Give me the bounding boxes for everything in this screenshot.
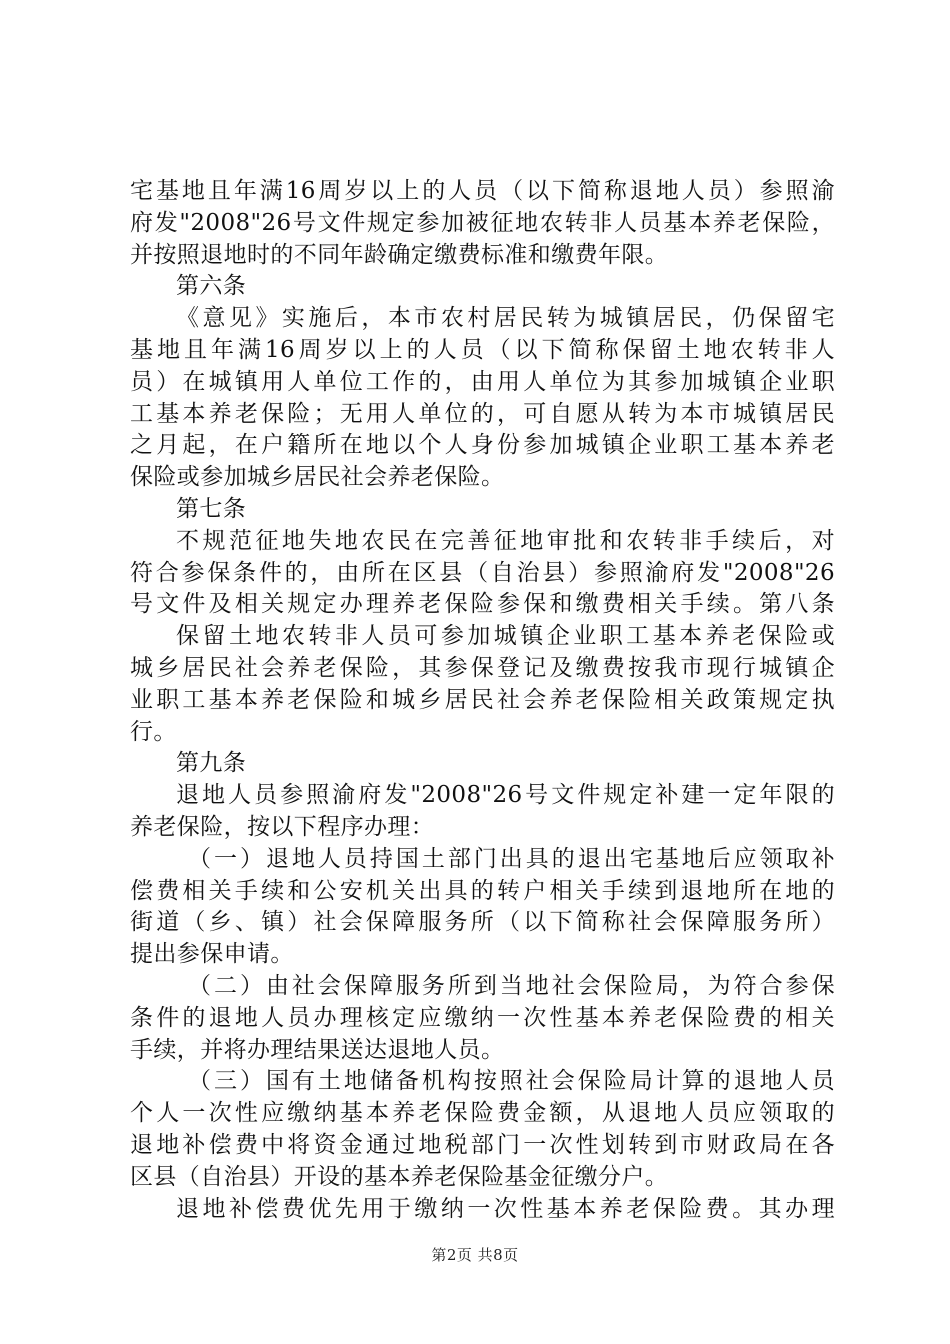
text-line: （二）由社会保障服务所到当地社会保险局，为符合参保 — [188, 972, 835, 999]
text-line: 退地人员参照渝府发"2008"26号文件规定补建一定年限的 — [176, 782, 835, 809]
text-line: 街道（乡、镇）社会保障服务所（以下简称社会保障服务所） — [130, 909, 835, 936]
text-line: 不规范征地失地农民在完善征地审批和农转非手续后，对 — [176, 527, 835, 554]
text-line: 保险或参加城乡居民社会养老保险。 — [130, 464, 505, 491]
text-line: 条件的退地人员办理核定应缴纳一次性基本养老保险费的相关 — [130, 1004, 835, 1031]
text-line: 个人一次性应缴纳基本养老保险费金额，从退地人员应领取的 — [130, 1100, 835, 1127]
text-line: 提出参保申请。 — [130, 941, 294, 968]
text-line: 手续，并将办理结果送达退地人员。 — [130, 1036, 505, 1063]
text-line: （三）国有土地储备机构按照社会保险局计算的退地人员 — [188, 1068, 835, 1095]
text-line: 退地补偿费中将资金通过地税部门一次性划转到市财政局在各 — [130, 1131, 835, 1158]
text-line: 之月起，在户籍所在地以个人身份参加城镇企业职工基本养老 — [130, 432, 835, 459]
article-heading: 第六条 — [176, 273, 247, 300]
text-line: 府发"2008"26号文件规定参加被征地农转非人员基本养老保险， — [130, 209, 835, 236]
text-line: 号文件及相关规定办理养老保险参保和缴费相关手续。第八条 — [130, 591, 835, 618]
text-line: 员）在城镇用人单位工作的，由用人单位为其参加城镇企业职 — [130, 368, 835, 395]
document-body — [130, 176, 835, 1225]
article-heading: 第七条 — [176, 495, 247, 522]
text-line: 符合参保条件的，由所在区县（自治县）参照渝府发"2008"26 — [130, 559, 835, 586]
text-line: 业职工基本养老保险和城乡居民社会养老保险相关政策规定执 — [130, 686, 835, 713]
article-heading: 第九条 — [176, 750, 247, 777]
text-line: （一）退地人员持国土部门出具的退出宅基地后应领取补 — [188, 845, 835, 872]
text-line: 宅基地且年满16周岁以上的人员（以下简称退地人员）参照渝 — [130, 178, 835, 204]
text-line: 并按照退地时的不同年龄确定缴费标准和缴费年限。 — [130, 241, 669, 268]
text-line: 区县（自治县）开设的基本养老保险基金征缴分户。 — [130, 1163, 669, 1190]
text-line: 工基本养老保险；无用人单位的，可自愿从转为本市城镇居民 — [130, 400, 835, 427]
text-line: 养老保险，按以下程序办理： — [130, 813, 435, 840]
text-line: 偿费相关手续和公安机关出具的转户相关手续到退地所在地的 — [130, 877, 835, 904]
page-number: 第2页 共8页 — [431, 1246, 519, 1264]
text-line: 城乡居民社会养老保险，其参保登记及缴费按我市现行城镇企 — [130, 654, 835, 681]
text-line: 基地且年满16周岁以上的人员（以下简称保留土地农转非人 — [130, 336, 835, 363]
text-line: 行。 — [130, 718, 177, 745]
text-line: 《意见》实施后，本市农村居民转为城镇居民，仍保留宅 — [176, 305, 835, 332]
text-line: 保留土地农转非人员可参加城镇企业职工基本养老保险或 — [176, 623, 835, 650]
text-line: 退地补偿费优先用于缴纳一次性基本养老保险费。其办理 — [176, 1195, 835, 1222]
